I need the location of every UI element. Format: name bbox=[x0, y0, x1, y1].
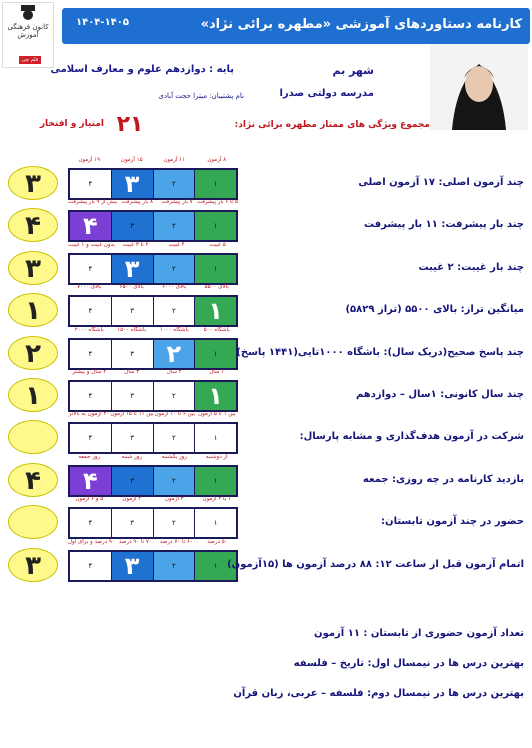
level-cell-1: ۱ bbox=[195, 297, 236, 325]
level-cell-1: ۱ bbox=[195, 170, 236, 198]
level-cell-2: ۲ bbox=[154, 424, 196, 452]
level-cell-3: ۳ bbox=[112, 340, 154, 368]
row-label: میانگین تراز: بالای ۵۵۰۰ (تراز ۵۸۲۹) bbox=[345, 304, 524, 316]
column-label: ۱ سال bbox=[209, 369, 225, 375]
column-label: ۱۵ آزمون bbox=[120, 157, 143, 163]
column-label: بدون غیبت و ۱ غیبت bbox=[68, 241, 115, 248]
row-column-labels bbox=[68, 369, 238, 375]
column-label: بیش از ۹ بار پیشرفت bbox=[68, 199, 118, 206]
row-label: حضور در چند آزمون تابستان: bbox=[381, 516, 524, 528]
column-label: بین ۱ تا ۵ آزمون bbox=[198, 411, 236, 418]
row-level-grid bbox=[68, 338, 238, 370]
row-level-grid bbox=[68, 507, 238, 539]
row-column-labels bbox=[68, 539, 238, 545]
column-label: روز یکشنبه bbox=[161, 453, 187, 460]
column-label: ۵ تا ۶ بار پیشرفت bbox=[196, 199, 238, 206]
row-label: چند بار غیبت: ۲ غیبت bbox=[418, 261, 524, 273]
kanoon-logo bbox=[2, 2, 54, 68]
row-label: چند آزمون اصلی: ۱۷ آزمون اصلی bbox=[358, 177, 524, 188]
level-cell-2: ۲ bbox=[154, 552, 196, 580]
level-cell-4: ۴ bbox=[70, 552, 112, 580]
column-label: ۶۰ تا ۷۰ درصد bbox=[159, 538, 193, 545]
level-cell-4: ۴ bbox=[70, 297, 112, 325]
column-label: ۴ آزمون bbox=[122, 496, 142, 503]
level-cell-4: ۴ bbox=[70, 212, 112, 240]
column-label: ۴ سال و بیشتر bbox=[72, 369, 107, 375]
row-column-labels bbox=[68, 199, 238, 205]
column-label: ۵۰ درصد bbox=[207, 538, 228, 545]
row-level-grid bbox=[68, 295, 238, 327]
column-label: ۷۰ تا ۹۰ درصد bbox=[118, 538, 152, 545]
row-column-labels bbox=[68, 284, 238, 290]
student-city: شهر بم bbox=[332, 64, 374, 77]
row-label: چند پاسخ صحیح(دریک سال): باشگاه ۱۰۰۰تایی(۱۴۴۱ پاسخ) bbox=[236, 346, 524, 358]
level-cell-2: ۲ bbox=[154, 170, 196, 198]
column-label: بین ۱۱ تا ۱۵ آزمون bbox=[110, 411, 154, 418]
level-cell-2: ۲ bbox=[154, 467, 196, 495]
column-label: باشگاه ۲۰۰۰ bbox=[74, 326, 104, 333]
school-name: مدرسه دولتی صدرا bbox=[279, 88, 374, 99]
level-cell-4: ۴ bbox=[70, 170, 112, 198]
level-cell-3: ۳ bbox=[112, 255, 154, 283]
column-label: ۵ غیبت bbox=[209, 241, 226, 248]
level-cell-3: ۳ bbox=[112, 170, 154, 198]
row-score-badge: ۲ bbox=[8, 336, 58, 370]
level-cell-4: ۴ bbox=[70, 340, 112, 368]
row-level-grid bbox=[68, 210, 238, 242]
special-features-value: ۲۱ bbox=[116, 112, 144, 137]
row-column-labels bbox=[68, 411, 238, 417]
row-level-grid bbox=[68, 253, 238, 285]
level-cell-4: ۴ bbox=[70, 382, 112, 410]
level-cell-1: ۱ bbox=[195, 340, 236, 368]
column-label: ۲ تا ۳ غیبت bbox=[122, 241, 149, 248]
column-label: بالای ۶۵۰۰ bbox=[119, 284, 144, 291]
row-level-grid bbox=[68, 550, 238, 582]
column-label: ۴ غیبت bbox=[168, 241, 185, 248]
column-label: ۲۰ آزمون به بالاتر bbox=[68, 411, 110, 418]
level-cell-3: ۳ bbox=[112, 212, 154, 240]
level-cell-4: ۴ bbox=[70, 509, 112, 537]
row-level-grid bbox=[68, 168, 238, 200]
row-score-badge: ۳ bbox=[8, 548, 58, 582]
level-cell-3: ۳ bbox=[112, 424, 154, 452]
level-cell-2: ۲ bbox=[154, 255, 196, 283]
row-level-grid bbox=[68, 465, 238, 497]
column-label: ۱۹ آزمون bbox=[78, 157, 101, 163]
row-score-badge: ۱ bbox=[8, 378, 58, 412]
report-title: کارنامه دستاوردهای آموزشی «مطهره برائی نژاد» bbox=[200, 17, 522, 32]
row-score-badge: ۴ bbox=[8, 463, 58, 497]
row-level-grid bbox=[68, 422, 238, 454]
level-cell-1: ۱ bbox=[195, 382, 236, 410]
row-level-grid bbox=[68, 380, 238, 412]
level-cell-2: ۲ bbox=[154, 340, 196, 368]
level-cell-3: ۳ bbox=[112, 509, 154, 537]
academic-year: ۱۴۰۴-۱۴۰۵ bbox=[76, 17, 129, 28]
level-cell-1: ۱ bbox=[195, 467, 236, 495]
column-label: ۵ و ۶ آزمون bbox=[75, 496, 104, 503]
level-cell-2: ۲ bbox=[154, 297, 196, 325]
row-label: چند بار پیشرفت: ۱۱ بار پیشرفت bbox=[364, 219, 524, 231]
student-photo bbox=[430, 44, 528, 130]
level-cell-4: ۴ bbox=[70, 424, 112, 452]
column-label: باشگاه ۱۰۰۰ bbox=[159, 326, 189, 333]
logo-text: کانون فرهنگی آموزش bbox=[7, 23, 49, 39]
column-label: ۱ یا ۲ آزمون bbox=[202, 496, 231, 503]
level-cell-2: ۲ bbox=[154, 382, 196, 410]
row-label: اتمام آزمون قبل از ساعت ۱۲: ۸۸ درصد آزمون ها (۱۵آزمون) bbox=[227, 558, 524, 570]
row-score-badge: ۳ bbox=[8, 166, 58, 200]
row-column-labels bbox=[68, 242, 238, 248]
column-label: ۹۰ درصد و برای اول bbox=[68, 538, 115, 545]
column-label: ۸ آزمون bbox=[207, 157, 227, 163]
level-cell-2: ۲ bbox=[154, 509, 196, 537]
level-cell-3: ۳ bbox=[112, 467, 154, 495]
row-score-badge bbox=[8, 505, 58, 539]
column-label: ۲ سال bbox=[166, 369, 182, 375]
row-column-labels bbox=[68, 454, 238, 460]
level-cell-4: ۴ bbox=[70, 255, 112, 283]
level-cell-2: ۲ bbox=[154, 212, 196, 240]
column-label: باشگاه ۱۵۰۰ bbox=[117, 326, 147, 333]
row-score-badge: ۳ bbox=[8, 251, 58, 285]
column-label: از دوشنبه bbox=[205, 453, 228, 460]
column-label: روز جمعه bbox=[78, 453, 101, 460]
level-cell-3: ۳ bbox=[112, 382, 154, 410]
column-label: بالای ۶۰۰۰ bbox=[162, 284, 187, 291]
level-cell-1: ۱ bbox=[195, 552, 236, 580]
footer-line-best-second-term: بهترین درس ها در نیمسال دوم: فلسفه – عربی، زبان قرآن bbox=[233, 688, 524, 699]
level-cell-1: ۱ bbox=[195, 424, 236, 452]
honor-label: امتیاز و افتخار bbox=[39, 119, 104, 129]
row-column-labels bbox=[68, 157, 238, 163]
row-column-labels bbox=[68, 327, 238, 333]
footer-line-best-first-term: بهترین درس ها در نیمسال اول: تاریخ – فلسفه bbox=[293, 658, 524, 669]
column-label: ۸ بار پیشرفت bbox=[121, 199, 153, 206]
column-label: ۳ سال bbox=[124, 369, 140, 375]
footer-line-summer-exams: تعداد آزمون حضوری از تابستان : ۱۱ آزمون bbox=[314, 628, 524, 639]
column-label: ۳ آزمون bbox=[164, 496, 184, 503]
column-label: بالای ۷۰۰۰ bbox=[77, 284, 102, 291]
advisor-name: نام پشتیبان: میترا حجت آبادی bbox=[158, 92, 244, 100]
level-cell-1: ۱ bbox=[195, 255, 236, 283]
special-features-label: مجموع ویژگی های ممتاز مطهره برائی نژاد: bbox=[234, 120, 430, 130]
row-label: بازدید کارنامه در چه روزی: جمعه bbox=[362, 473, 524, 485]
logo-figure-icon bbox=[3, 3, 54, 23]
level-cell-3: ۳ bbox=[112, 552, 154, 580]
column-label: بین ۶ تا ۱۰ آزمون bbox=[154, 411, 195, 418]
row-column-labels bbox=[68, 496, 238, 502]
row-label: چند سال کانونی: ۱سال – دوازدهم bbox=[355, 389, 524, 400]
level-cell-1: ۱ bbox=[195, 509, 236, 537]
column-label: باشگاه ۵۰۰ bbox=[203, 326, 230, 333]
row-label: شرکت در آزمون هدف‌گذاری و مشابه پارسال: bbox=[299, 431, 524, 443]
level-cell-4: ۴ bbox=[70, 467, 112, 495]
level-cell-3: ۳ bbox=[112, 297, 154, 325]
column-label: بالای ۵۵۰۰ bbox=[204, 284, 229, 291]
logo-badge: قلم چی bbox=[19, 56, 41, 64]
column-label: ۱۱ آزمون bbox=[163, 157, 186, 163]
column-label: ۷ بار پیشرفت bbox=[161, 199, 193, 206]
row-score-badge: ۱ bbox=[8, 293, 58, 327]
level-cell-1: ۱ bbox=[195, 212, 236, 240]
row-score-badge bbox=[8, 420, 58, 454]
student-grade: پایه : دوازدهم علوم و معارف اسلامی bbox=[50, 64, 234, 75]
row-score-badge: ۴ bbox=[8, 208, 58, 242]
column-label: روز شنبه bbox=[121, 453, 143, 460]
